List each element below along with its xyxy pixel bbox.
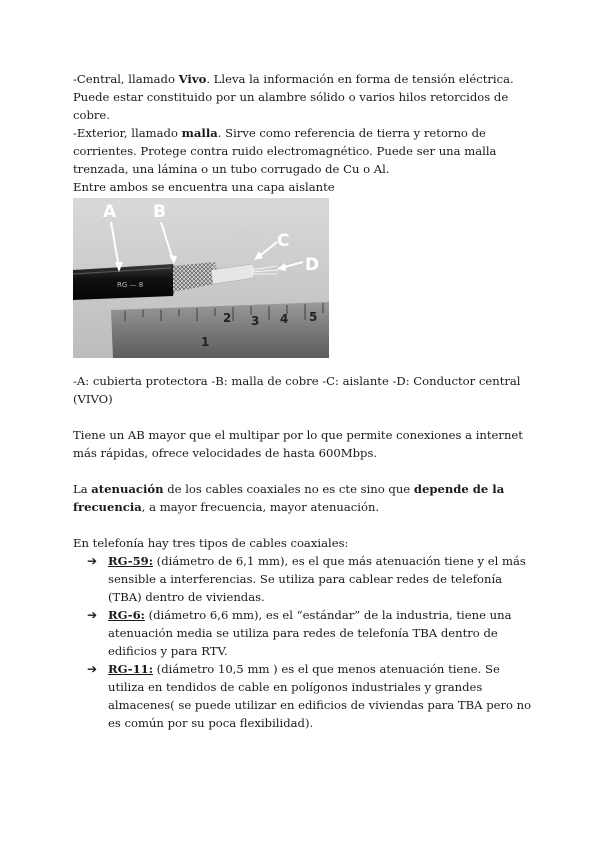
cable-type-name: RG-6: [108, 608, 145, 622]
bold-vivo: Vivo [178, 72, 207, 86]
ruler-mark-5: 5 [309, 310, 318, 324]
cable-types-list [73, 552, 535, 732]
figure-caption: -A: cubierta protectora -B: malla de cobre -C: aislante -D: Conductor central (VIVO) [73, 374, 521, 406]
cable-jacket [73, 264, 175, 300]
document-page [73, 70, 535, 732]
arrow-icon: ➔ [87, 662, 98, 676]
coaxial-cable-photo [73, 198, 329, 358]
paragraph-exterior: -Exterior, llamado malla. Sirve como referencia de tierra y retorno de corrientes. Protege contra ruido electromagnético. Puede ser una malla trenzada, una lámina o un tubo corrugado de Cu o Al. [73, 126, 497, 176]
ruler-mark-3: 3 [251, 314, 260, 328]
label-b: B [153, 202, 166, 222]
label-c: C [277, 231, 290, 251]
coaxial-cable-illustration [73, 198, 329, 358]
paragraph-aislante: Entre ambos se encuentra una capa aislante [73, 180, 335, 194]
paragraph-central: -Central, llamado Vivo. Lleva la información en forma de tensión eléctrica. Puede estar constituido por un alambre sólido o varios hilos retorcidos de cobre. [73, 72, 514, 122]
list-item: ➔ RG-11: (diámetro 10,5 mm ) es el que menos atenuación tiene. Se utiliza en tendidos de cable en polígonos industriales y grandes almacenes( se puede utilizar en edificios de viviendas para TBA pero no es común por su poca flexibilidad). [87, 662, 532, 730]
paragraph-ancho-banda: Tiene un AB mayor que el multipar por lo que permite conexiones a internet más rápidas, ofrece velocidades de hasta 600Mbps. [73, 428, 523, 460]
ruler [111, 302, 329, 358]
ruler-mark-2: 2 [223, 311, 232, 325]
bold-malla: malla [181, 126, 218, 140]
paragraph-atenuacion: La atenuación de los cables coaxiales no es cte sino que depende de la frecuencia, a mayor frecuencia, mayor atenuación. [73, 482, 505, 514]
ruler-mark-4: 4 [280, 312, 289, 326]
list-item: ➔ RG-59: (diámetro de 6,1 mm), es el que más atenuación tiene y el más sensible a interferencias. Se utiliza para cablear redes de telefonía (TBA) dentro de viviendas. [87, 554, 526, 604]
list-item: ➔ RG-6: (diámetro 6,6 mm), es el “estándar” de la industria, tiene una atenuación media se utiliza para redes de telefonía TBA dentro de edificios y para RTV. [87, 608, 512, 658]
label-d: D [305, 255, 320, 275]
bold-depende-frecuencia: depende de la frecuencia [73, 482, 505, 514]
cable-type-name: RG-11: [108, 662, 153, 676]
cable-print-text: RG — 8 [117, 281, 144, 289]
cable-type-name: RG-59: [108, 554, 153, 568]
arrow-icon: ➔ [87, 554, 98, 568]
bold-atenuacion: atenuación [91, 482, 164, 496]
ruler-mark-1: 1 [201, 335, 210, 349]
arrow-icon: ➔ [87, 608, 98, 622]
label-a: A [103, 202, 117, 222]
paragraph-tipos: En telefonía hay tres tipos de cables coaxiales: [73, 536, 349, 550]
